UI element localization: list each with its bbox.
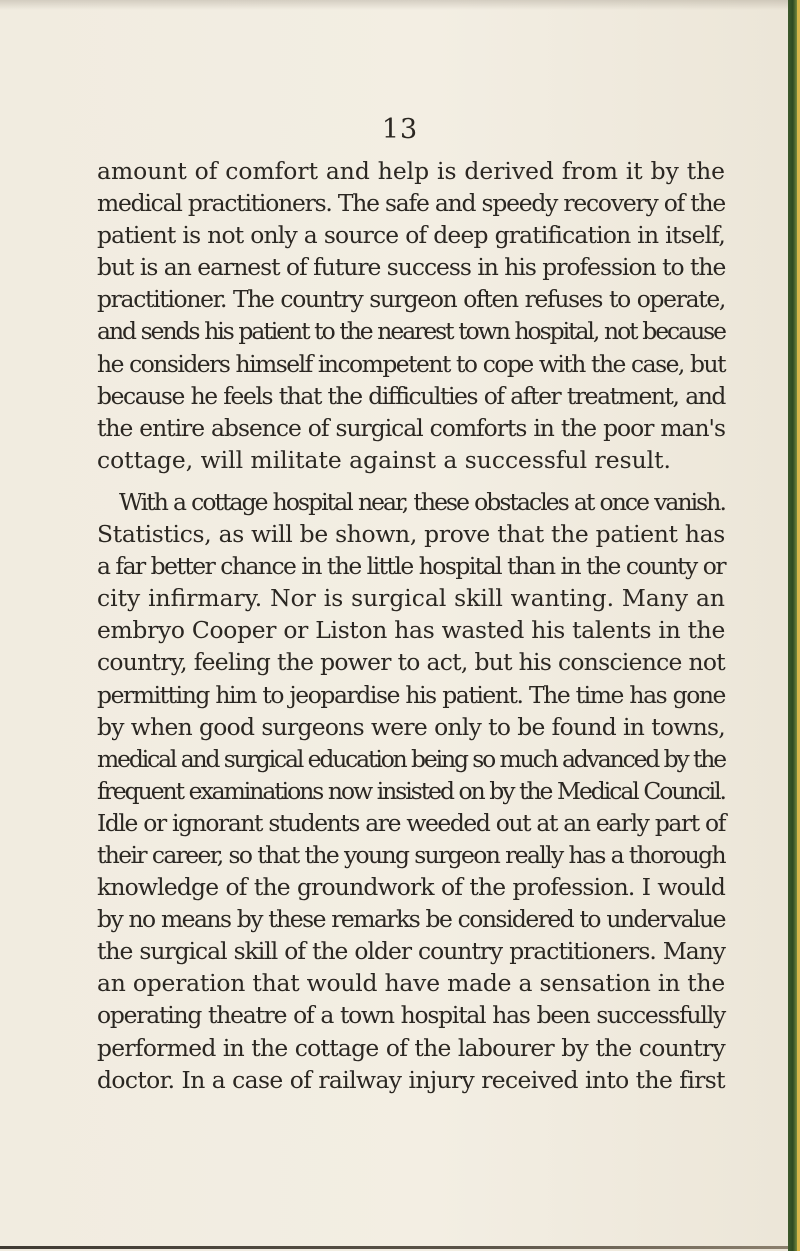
text-line: Idle or ignorant students are weeded out at an early part of bbox=[97, 808, 725, 837]
text-line: because he feels that the difficulties of after treatment, and bbox=[97, 381, 725, 410]
text-line: a far better chance in the little hospital than in the county or bbox=[97, 552, 725, 581]
text-line: by when good surgeons were only to be found in towns, bbox=[97, 712, 725, 741]
text-line: country, feeling the power to act, but his conscience not bbox=[97, 648, 725, 677]
page-bottom-edge bbox=[0, 1246, 788, 1249]
paragraph-2 bbox=[97, 486, 725, 1096]
text-line: their career, so that the young surgeon really has a thorough bbox=[97, 840, 725, 869]
page-top-shadow bbox=[0, 0, 788, 10]
book-binding-edge bbox=[788, 0, 800, 1251]
text-line: cottage, will militate against a successful result. bbox=[97, 445, 671, 474]
page-number: 13 bbox=[381, 114, 419, 145]
text-line: Statistics, as will be shown, prove that the patient has bbox=[97, 520, 725, 549]
text-line: he considers himself incompetent to cope with the case, but bbox=[97, 349, 725, 378]
text-line: the entire absence of surgical comforts in the poor man's bbox=[97, 413, 725, 442]
text-line: patient is not only a source of deep gratification in itself, bbox=[97, 221, 725, 250]
text-line: embryo Cooper or Liston has wasted his talents in the bbox=[97, 616, 725, 645]
text-line: by no means by these remarks be considered to undervalue bbox=[97, 905, 725, 934]
text-line: amount of comfort and help is derived from it by the bbox=[97, 157, 725, 185]
body-text bbox=[97, 155, 725, 1096]
text-line: city infirmary. Nor is surgical skill wanting. Many an bbox=[97, 584, 725, 613]
paragraph-1 bbox=[97, 155, 725, 476]
text-line: practitioner. The country surgeon often refuses to operate, bbox=[97, 285, 725, 314]
text-line: performed in the cottage of the labourer by the country bbox=[97, 1033, 725, 1062]
text-line: knowledge of the groundwork of the profession. I would bbox=[97, 873, 725, 902]
text-line: and sends his patient to the nearest town hospital, not because bbox=[97, 317, 725, 346]
text-line: but is an earnest of future success in his profession to the bbox=[97, 253, 726, 282]
text-line: With a cottage hospital near, these obstacles at once vanish. bbox=[119, 487, 725, 516]
text-line: medical practitioners. The safe and speedy recovery of the bbox=[97, 189, 725, 218]
text-line: an operation that would have made a sensation in the bbox=[97, 969, 725, 998]
text-line: frequent examinations now insisted on by the Medical Council. bbox=[97, 776, 725, 805]
text-line: permitting him to jeopardise his patient. The time has gone bbox=[97, 680, 725, 709]
text-line: operating theatre of a town hospital has been successfully bbox=[97, 1001, 725, 1030]
text-line: doctor. In a case of railway injury received into the first bbox=[97, 1065, 725, 1094]
text-line: medical and surgical education being so much advanced by the bbox=[97, 744, 725, 773]
text-line: the surgical skill of the older country practitioners. Many bbox=[97, 937, 725, 966]
